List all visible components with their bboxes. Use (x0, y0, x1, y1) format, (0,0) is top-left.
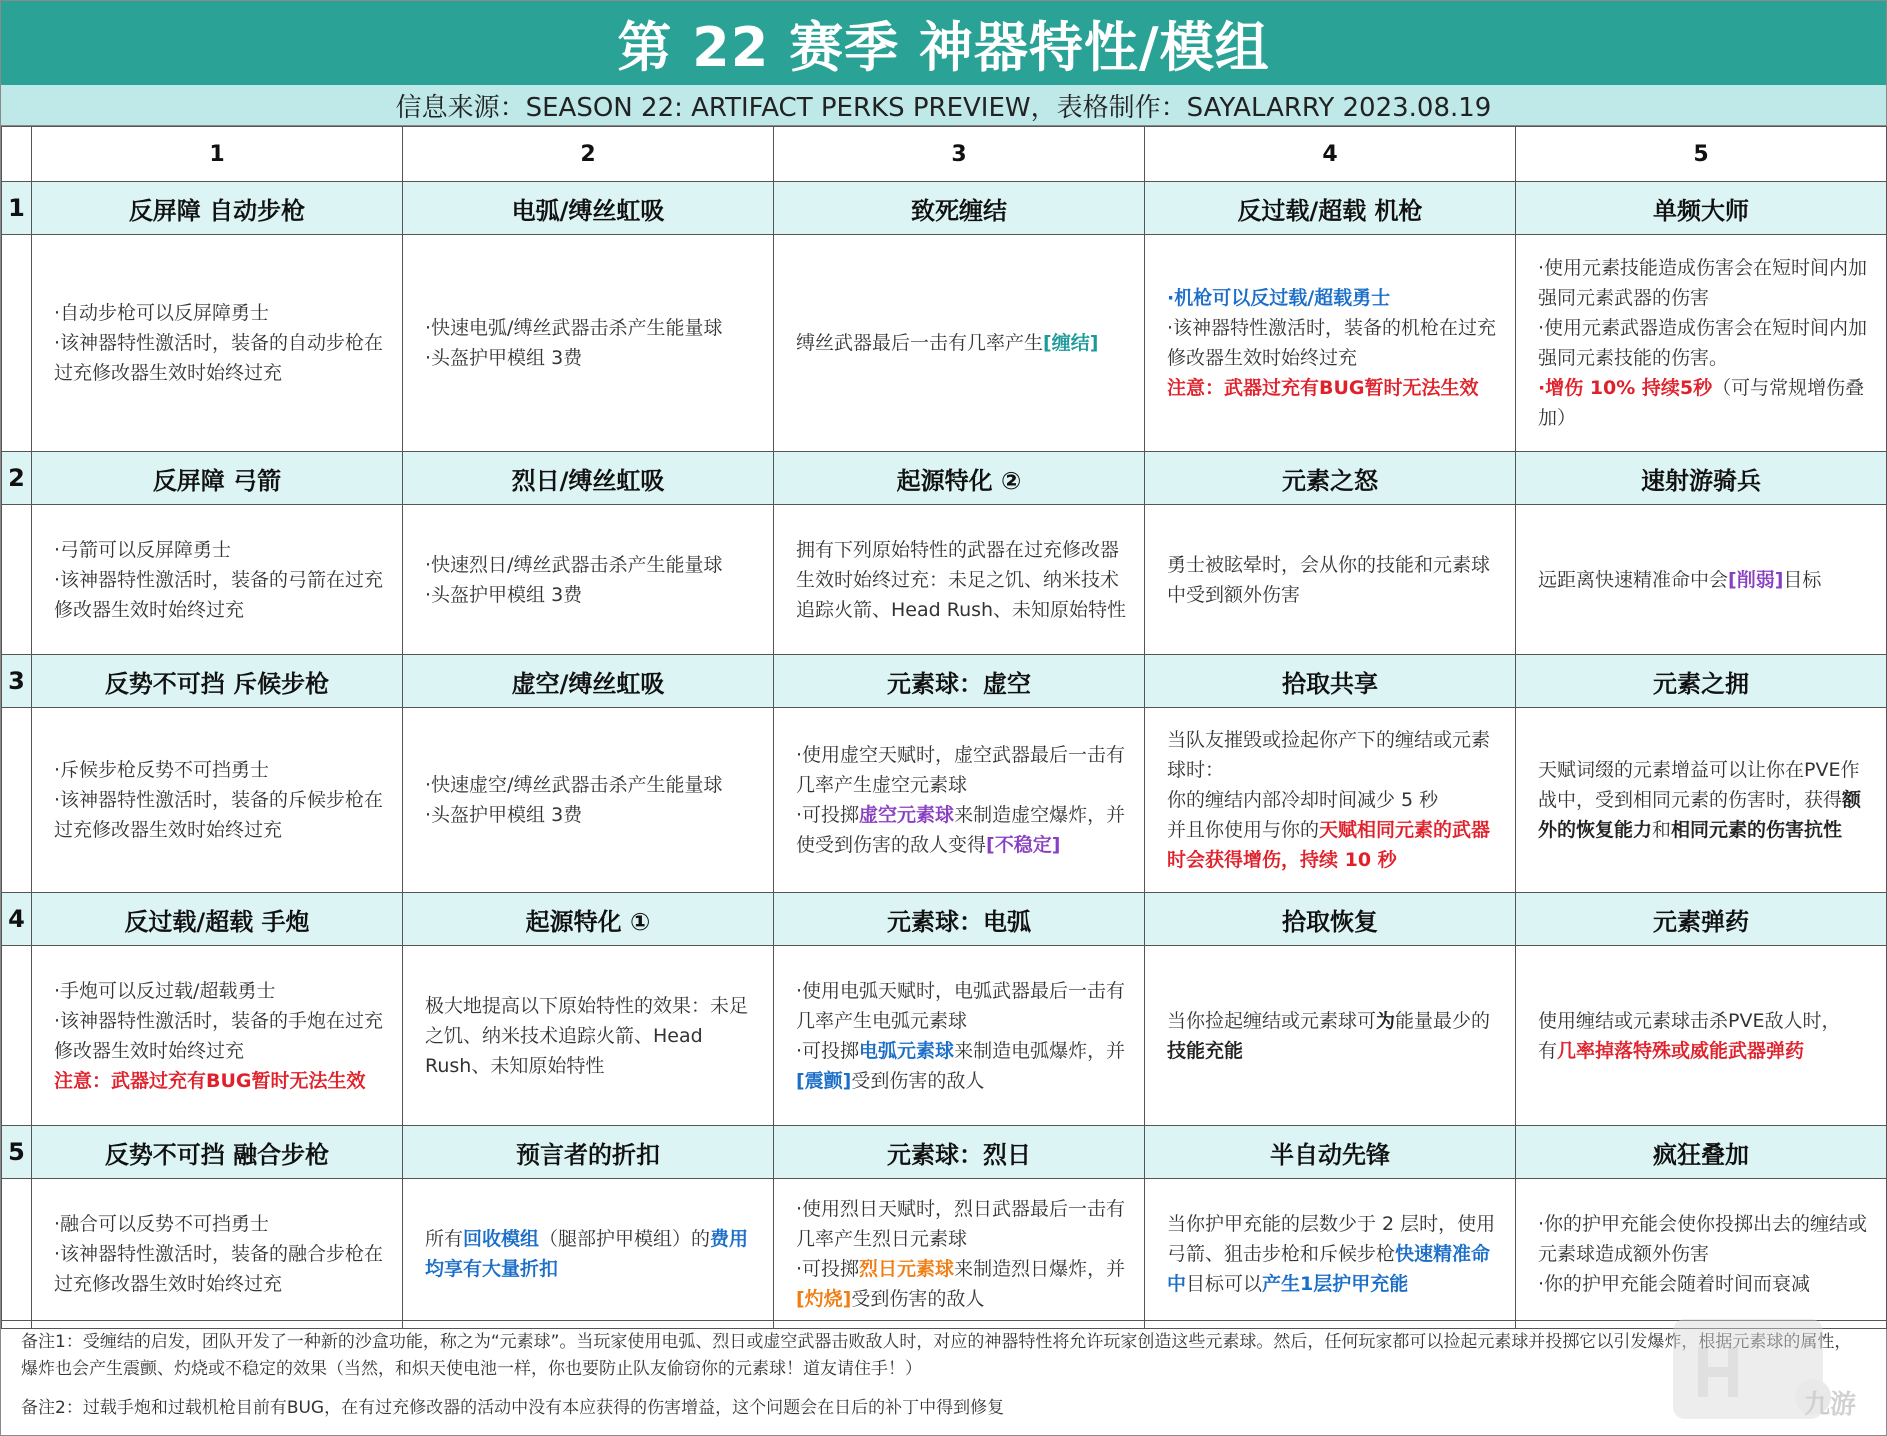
desc-highlight: 技能充能 (1167, 1039, 1244, 1062)
desc-line: ·头盔护甲模组 3费 (425, 804, 583, 826)
status-tag: [震颤] (796, 1069, 852, 1092)
row-index-spacer (2, 946, 32, 1126)
desc-text: ·可投掷 (796, 1039, 860, 1062)
column-header: 5 (1516, 127, 1887, 182)
desc-line: ·自动步枪可以反屏障勇士 (54, 302, 270, 324)
desc-highlight: ·机枪可以反过载/超载勇士 (1167, 287, 1391, 309)
perk-name: 元素球：虚空 (774, 655, 1145, 708)
perk-description (32, 708, 403, 893)
desc-text: 并且你使用与你的 (1167, 819, 1320, 841)
perk-desc-row (2, 708, 1887, 893)
column-header: 2 (403, 127, 774, 182)
notes-section (1, 1320, 1886, 1435)
perk-description (1145, 235, 1516, 452)
row-index: 5 (2, 1126, 32, 1179)
perk-name: 反屏障 自动步枪 (32, 182, 403, 235)
perk-description (774, 946, 1145, 1126)
desc-highlight: 回收模组 (463, 1227, 540, 1250)
perk-name: 预言者的折扣 (403, 1126, 774, 1179)
status-tag: [灼烧] (796, 1287, 852, 1310)
perk-name: 反屏障 弓箭 (32, 452, 403, 505)
desc-text: 缚丝武器最后一击有几率产生 (796, 332, 1044, 354)
desc-line: ·弓箭可以反屏障勇士 (54, 538, 232, 561)
watermark-logo (1663, 1307, 1868, 1427)
note-2: 备注2：过载手炮和过载机枪目前有BUG，在有过充修改器的活动中没有本应获得的伤害增益，这个问题会在日后的补丁中得到修复 (21, 1398, 1005, 1418)
desc-line: ·使用虚空天赋时，虚空武器最后一击有几率产生虚空元素球 (796, 744, 1126, 796)
perk-name: 元素之怒 (1145, 452, 1516, 505)
perk-name: 烈日/缚丝虹吸 (403, 452, 774, 505)
perk-description (1516, 235, 1887, 452)
perk-desc-row (2, 505, 1887, 655)
row-index: 3 (2, 655, 32, 708)
desc-line: ·该神器特性激活时，装备的斥候步枪在过充修改器生效时始终过充 (54, 789, 384, 841)
desc-line: 当队友摧毁或捡起你产下的缠结或元素球时： (1167, 729, 1491, 781)
desc-highlight: 额外的恢复能力 (1538, 789, 1862, 841)
perk-name: 元素弹药 (1516, 893, 1887, 946)
desc-line: 使用缠结或元素球击杀PVE敌人时， (1538, 1009, 1841, 1032)
desc-line: ·融合可以反势不可挡勇士 (54, 1212, 270, 1235)
perk-description: 极大地提高以下原始特性的效果：未足之饥、纳米技术追踪火箭、Head Rush、未知原始特性 (403, 946, 774, 1126)
desc-line: 你的缠结内部冷却时间减少 5 秒 (1167, 789, 1439, 811)
perk-name: 拾取共享 (1145, 655, 1516, 708)
perk-description (403, 505, 774, 655)
perk-desc-row (2, 235, 1887, 452)
desc-line: ·该神器特性激活时，装备的自动步枪在过充修改器生效时始终过充 (54, 332, 384, 384)
desc-text: ·可投掷 (796, 804, 860, 826)
perk-description: 勇士被眩晕时，会从你的技能和元素球中受到额外伤害 (1145, 505, 1516, 655)
row-index: 2 (2, 452, 32, 505)
perk-name: 反过载/超载 机枪 (1145, 182, 1516, 235)
desc-text: ·可投掷 (796, 1257, 860, 1280)
note-1: 备注1：受缠结的启发，团队开发了一种新的沙盒功能，称之为“元素球”。当玩家使用电弧、烈日或虚空武器击败敌人时，对应的神器特性将允许玩家创造这些元素球。然后，任何玩家都可以捡起元素球并投掷它以引发爆炸，根据元素球的属性，爆炸也会产生震颤、灼烧或不稳定的效果（当然，和炽天使电池一样，你也要防止队友偷窃你的元素球！道友请住手！） (21, 1332, 1852, 1379)
perk-description (32, 505, 403, 655)
desc-line: ·使用电弧天赋时，电弧武器最后一击有几率产生电弧元素球 (796, 979, 1126, 1032)
perk-description (1145, 946, 1516, 1126)
perk-description (774, 1179, 1145, 1329)
column-header: 1 (32, 127, 403, 182)
desc-text: 天赋词缀的元素增益可以让你在PVE作战中，受到相同元素的伤害时，获得 (1538, 759, 1860, 811)
desc-line: ·手炮可以反过载/超载勇士 (54, 979, 276, 1002)
desc-line: ·该神器特性激活时，装备的弓箭在过充修改器生效时始终过充 (54, 568, 384, 621)
perk-name-row (2, 452, 1887, 505)
row-index: 1 (2, 182, 32, 235)
perk-description (403, 235, 774, 452)
desc-text: 有 (1538, 1039, 1558, 1062)
desc-highlight: 天赋相同元素的武器时会获得增伤，持续 10 秒 (1167, 819, 1491, 871)
desc-highlight: 快速精准命中 (1167, 1242, 1491, 1295)
desc-line: ·你的护甲充能会随着时间而衰减 (1538, 1272, 1811, 1295)
corner-cell (2, 127, 32, 182)
desc-text: （腿部护甲模组）的 (539, 1227, 711, 1250)
perk-name: 拾取恢复 (1145, 893, 1516, 946)
desc-highlight: 电弧元素球 (859, 1039, 955, 1062)
perk-description (403, 1179, 774, 1329)
status-tag: [削弱] (1728, 568, 1784, 591)
desc-text: 远距离快速精准命中会 (1538, 568, 1729, 591)
perk-name: 半自动先锋 (1145, 1126, 1516, 1179)
perk-name: 反过载/超载 手炮 (32, 893, 403, 946)
desc-line: ·该神器特性激活时，装备的机枪在过充修改器生效时始终过充 (1167, 317, 1497, 369)
perk-name-row (2, 655, 1887, 708)
desc-text: 来制造烈日爆炸，并 (954, 1257, 1126, 1280)
source-line: 信息来源：SEASON 22: ARTIFACT PERKS PREVIEW，表格制作：SAYALARRY 2023.08.19 (1, 85, 1886, 126)
desc-line: ·该神器特性激活时，装备的手炮在过充修改器生效时始终过充 (54, 1009, 384, 1062)
page-title: 第 22 赛季 神器特性/模组 (1, 1, 1886, 85)
row-index: 4 (2, 893, 32, 946)
row-index-spacer (2, 505, 32, 655)
desc-line: ·头盔护甲模组 3费 (425, 583, 583, 606)
desc-highlight: 相同元素的伤害抗性 (1671, 819, 1843, 841)
desc-highlight: 几率掉落特殊或威能武器弹药 (1557, 1039, 1805, 1062)
status-tag: [缠结] (1043, 332, 1099, 354)
desc-line: ·头盔护甲模组 3费 (425, 347, 583, 369)
column-header: 4 (1145, 127, 1516, 182)
perk-name: 起源特化 ② (774, 452, 1145, 505)
desc-line: ·斥候步枪反势不可挡勇士 (54, 759, 270, 781)
perk-name: 电弧/缚丝虹吸 (403, 182, 774, 235)
perk-description (774, 708, 1145, 893)
perk-name: 元素球：电弧 (774, 893, 1145, 946)
perk-description (32, 946, 403, 1126)
row-index-spacer (2, 235, 32, 452)
desc-text: 所有 (425, 1227, 464, 1250)
desc-highlight: 烈日元素球 (859, 1257, 955, 1280)
perk-description (32, 235, 403, 452)
column-header: 3 (774, 127, 1145, 182)
watermark-text: 九游 (1803, 1390, 1856, 1420)
perk-name: 反势不可挡 斥候步枪 (32, 655, 403, 708)
desc-text: （可与常规增伤叠加） (1538, 377, 1865, 429)
desc-highlight: 为 (1376, 1009, 1396, 1032)
desc-line: ·快速烈日/缚丝武器击杀产生能量球 (425, 553, 723, 576)
perk-description (1516, 505, 1887, 655)
desc-text: 来制造电弧爆炸，并 (954, 1039, 1126, 1062)
perk-name-row (2, 1126, 1887, 1179)
perk-name: 元素之拥 (1516, 655, 1887, 708)
desc-text: 来制造虚空爆炸，并使受到伤害的敌人变得 (796, 804, 1126, 856)
desc-line: ·你的护甲充能会使你投掷出去的缠结或元素球造成额外伤害 (1538, 1212, 1868, 1265)
perk-description (1516, 708, 1887, 893)
desc-line: ·该神器特性激活时，装备的融合步枪在过充修改器生效时始终过充 (54, 1242, 384, 1295)
perk-name: 疯狂叠加 (1516, 1126, 1887, 1179)
row-index-spacer (2, 1179, 32, 1329)
desc-line: ·快速电弧/缚丝武器击杀产生能量球 (425, 317, 723, 339)
desc-text: 当你捡起缠结或元素球可 (1167, 1009, 1377, 1032)
perk-name: 速射游骑兵 (1516, 452, 1887, 505)
desc-highlight: 费用均享有大量折扣 (425, 1227, 749, 1280)
perk-desc-row (2, 946, 1887, 1126)
perk-description (774, 235, 1145, 452)
perk-name: 致死缠结 (774, 182, 1145, 235)
perk-table (1, 126, 1887, 1329)
perk-name-row (2, 182, 1887, 235)
perk-name: 虚空/缚丝虹吸 (403, 655, 774, 708)
perk-name: 元素球：烈日 (774, 1126, 1145, 1179)
desc-line: ·使用烈日天赋时，烈日武器最后一击有几率产生烈日元素球 (796, 1197, 1126, 1250)
desc-text: 目标可以 (1186, 1272, 1263, 1295)
desc-highlight: 产生1层护甲充能 (1262, 1272, 1409, 1295)
bug-warning: 注意：武器过充有BUG暂时无法生效 (1167, 377, 1479, 399)
perk-name: 起源特化 ① (403, 893, 774, 946)
perk-description (1145, 1179, 1516, 1329)
desc-text: 和 (1652, 819, 1672, 841)
perk-description (1516, 1179, 1887, 1329)
perk-desc-row (2, 1179, 1887, 1329)
perk-name: 单频大师 (1516, 182, 1887, 235)
perk-description (1516, 946, 1887, 1126)
desc-text: 受到伤害的敌人 (851, 1287, 985, 1310)
row-index-spacer (2, 708, 32, 893)
bug-warning: 注意：武器过充有BUG暂时无法生效 (54, 1069, 366, 1092)
column-header-row (2, 127, 1887, 182)
desc-text: 能量最少的 (1395, 1009, 1491, 1032)
perk-name-row (2, 893, 1887, 946)
desc-highlight: ·增伤 10% 持续5秒 (1538, 377, 1713, 399)
desc-line: ·使用元素武器造成伤害会在短时间内加强同元素技能的伤害。 (1538, 317, 1868, 369)
desc-text: 当你护甲充能的层数少于 2 层时，使用弓箭、狙击步枪和斥候步枪 (1167, 1212, 1496, 1265)
perk-description (32, 1179, 403, 1329)
desc-highlight: 虚空元素球 (859, 804, 955, 826)
perk-description (403, 708, 774, 893)
desc-text: 目标 (1783, 568, 1822, 591)
status-tag: [不稳定] (986, 834, 1061, 856)
desc-line: ·快速虚空/缚丝武器击杀产生能量球 (425, 774, 723, 796)
desc-text: 受到伤害的敌人 (851, 1069, 985, 1092)
perk-name: 反势不可挡 融合步枪 (32, 1126, 403, 1179)
perk-description: 拥有下列原始特性的武器在过充修改器生效时始终过充：未足之饥、纳米技术追踪火箭、Head Rush、未知原始特性 (774, 505, 1145, 655)
desc-line: ·使用元素技能造成伤害会在短时间内加强同元素武器的伤害 (1538, 257, 1868, 309)
perk-description (1145, 708, 1516, 893)
